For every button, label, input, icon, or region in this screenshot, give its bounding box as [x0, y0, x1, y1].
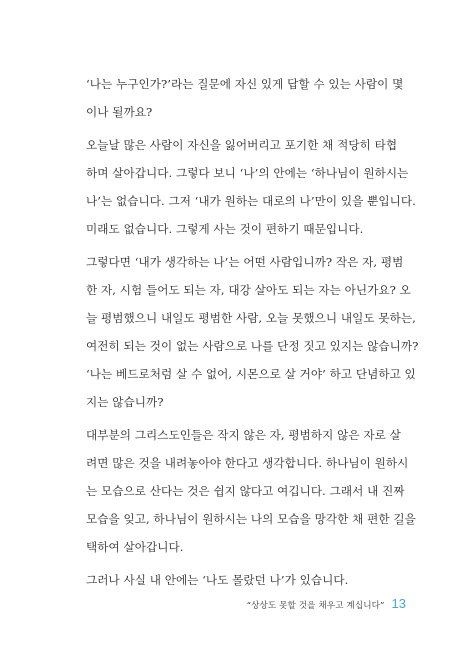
text-line: 이나 될까요? — [86, 105, 153, 119]
text-line: 늘 평범했으니 내일도 평범한 사람, 오늘 못했으니 내일도 못하는, — [86, 311, 416, 325]
text-line: 택하여 살아갑니다. — [86, 540, 184, 554]
text-line: 미래도 없습니다. 그렇게 사는 것이 편하기 때문입니다. — [86, 222, 364, 236]
page-footer — [247, 596, 406, 611]
paragraph-3 — [68, 248, 419, 416]
text-line: 려면 많은 것을 내려놓아야 한다고 생각합니다. 하나님이 원하시 — [86, 456, 409, 470]
page-number: 13 — [391, 596, 406, 611]
text-line: 는 모습으로 산다는 것은 쉽지 않다고 여깁니다. 그래서 내 진짜 — [86, 484, 405, 498]
text-line: 지는 않습니까? — [86, 395, 164, 409]
paragraph-1 — [68, 70, 406, 126]
running-title: “상상도 못할 것을 채우고 계십니다” — [246, 601, 385, 611]
paragraph-4 — [68, 421, 416, 561]
text-line: 여전히 되는 것이 없는 사람으로 나를 단정 짓고 있지는 않습니까? — [86, 339, 419, 353]
text-line: 한 자, 시험 들어도 되는 자, 대강 살아도 되는 자는 아닌가요? 오 — [86, 283, 411, 297]
text-line: 나’는 없습니다. 그저 ‘내가 원하는 대로의 나’만이 있을 뿐입니다. — [86, 194, 416, 208]
text-line: 대부분의 그리스도인들은 작지 않은 자, 평범하지 않은 자로 살 — [86, 428, 401, 442]
text-line: ‘나는 누구인가?’라는 질문에 자신 있게 답할 수 있는 사람이 몇 — [86, 77, 404, 91]
paragraph-2 — [68, 131, 416, 243]
text-line: ‘나는 베드로처럼 살 수 없어, 시몬으로 살 거야’ 하고 단념하고 있 — [86, 367, 416, 381]
body-text — [68, 70, 419, 599]
text-line: 그렇다면 ‘내가 생각하는 나’는 어떤 사람입니까? 작은 자, 평범 — [86, 255, 404, 269]
text-line: 그러나 사실 내 안에는 ‘나도 몰랐던 나’가 있습니다. — [86, 573, 349, 587]
text-line: 오늘날 많은 사람이 자신을 잃어버리고 포기한 채 적당히 타협 — [86, 138, 398, 152]
text-line: 하며 살아갑니다. 그렇다 보니 ‘나’의 안에는 ‘하나님이 원하시는 — [86, 166, 409, 180]
text-line: 모습을 잊고, 하나님이 원하시는 나의 모습을 망각한 채 편한 길을 — [86, 512, 416, 526]
paragraph-5 — [68, 566, 406, 594]
